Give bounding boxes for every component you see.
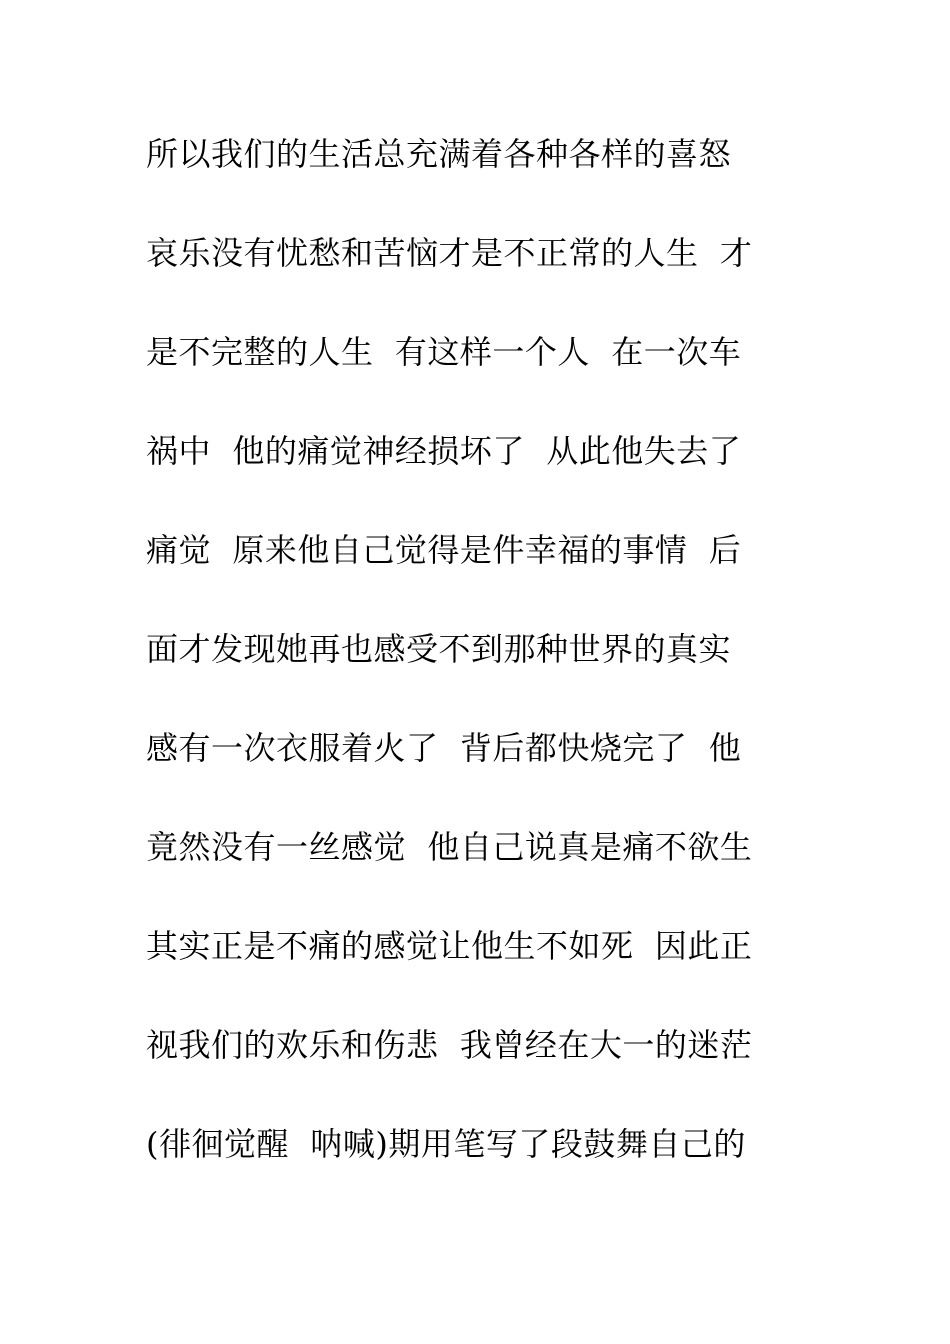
text-line: 哀乐没有忧愁和苦恼才是不正常的人生 才 (146, 234, 753, 272)
text-line: 是不完整的人生 有这样一个人 在一次车 (146, 333, 742, 371)
text-line: 其实正是不痛的感觉让他生不如死 因此正 (146, 927, 753, 965)
text-line: 所以我们的生活总充满着各种各样的喜怒 (146, 135, 732, 173)
text-line: (徘徊觉醒 呐喊)期用笔写了段鼓舞自己的 (146, 1125, 746, 1163)
text-line: 感有一次衣服着火了 背后都快烧完了 他 (146, 729, 742, 767)
text-line: 痛觉 原来他自己觉得是件幸福的事情 后 (146, 531, 742, 569)
text-line: 祸中 他的痛觉神经损坏了 从此他失去了 (146, 432, 742, 470)
text-line: 面才发现她再也感受不到那种世界的真实 (146, 630, 732, 668)
text-line: 视我们的欢乐和伤悲 我曾经在大一的迷茫 (146, 1026, 753, 1064)
text-line: 竟然没有一丝感觉 他自己说真是痛不欲生 (146, 828, 753, 866)
body-text (146, 128, 806, 1217)
